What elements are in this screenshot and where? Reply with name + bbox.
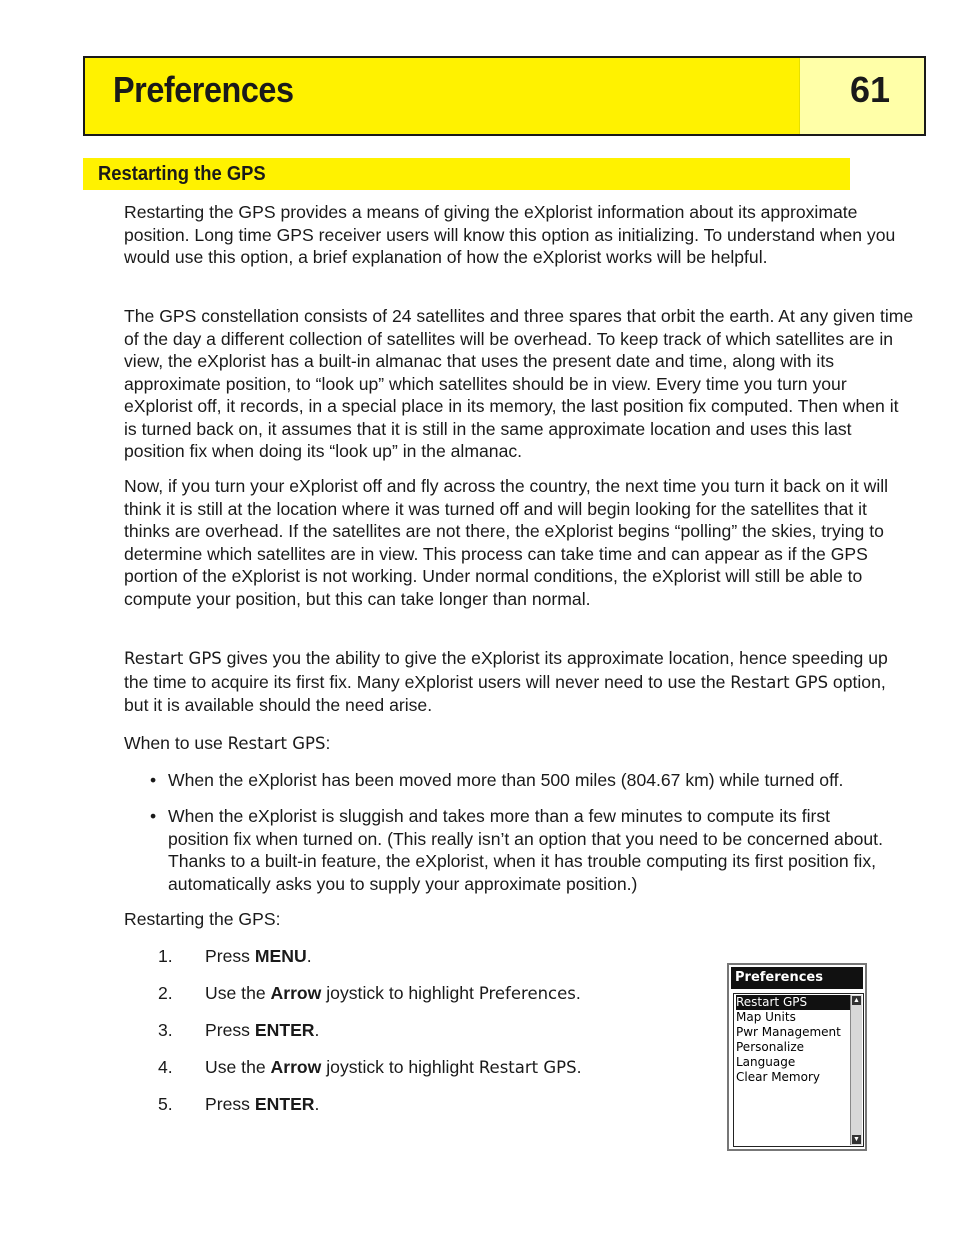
term-restart-gps: Restart GPS [124,649,222,668]
menu-item-language: Language [736,1055,796,1069]
device-menu-list [733,993,864,1147]
term-restart-gps: Restart GPS [730,672,829,692]
step-text: Use the [205,983,271,1003]
device-scrollbar [850,995,862,1145]
term-restart-gps: Restart GPS [227,734,326,753]
step-text: . [314,1020,320,1040]
step-number: 2. [158,983,173,1003]
bullet-dot: • [150,806,157,826]
step-text: Press [205,1020,255,1040]
menu-item-restart-gps: Restart GPS [736,995,852,1010]
scroll-down-icon: ▼ [853,1136,860,1143]
bullet-text: When the eXplorist has been moved more than 500 miles (804.67 km) while turned off. [168,770,844,790]
section-heading-bar [83,158,850,190]
page-title: Preferences [113,69,294,110]
bullet-text: When the eXplorist is sluggish and takes more than a few minutes to compute its first position fix when turned on. (This really isn’t an option that you need to be concerned about. Thanks to a built-in feature, the eXplorist, when it has trouble computing its first position fix, automatically asks you to supply your approximate position.) [168,806,883,894]
step-text: Use the [205,1057,271,1077]
menu-item-map-units: Map Units [736,1010,796,1024]
bullet-dot: • [150,770,157,790]
step-number: 4. [158,1057,173,1077]
step-key: ENTER [254,1020,315,1040]
paragraph-when-to-use [124,732,904,756]
paragraph-intro: Restarting the GPS provides a means of giving the eXplorist information about its approximate position. Long time GPS receiver users will know this option as initializing. To understand when you would use this option, a brief explanation of how the eXplorist works will be helpful. [124,202,896,267]
step-term: Preferences [478,984,576,1003]
step-text: . [306,946,312,966]
step-number: 1. [158,946,173,966]
menu-item-personalize: Personalize [736,1040,805,1054]
device-screen-title: Preferences [731,967,863,989]
step-term: Restart GPS [478,1058,577,1077]
step-item [158,1056,581,1079]
paragraph-restarting-label: Restarting the GPS: [124,909,281,929]
step-text: Press [205,946,255,966]
paragraph-travel: Now, if you turn your eXplorist off and fly across the country, the next time you turn it back on it will think it is still at the location where it was turned off and will begin looking for the satellites that it thinks are overhead. If the satellites are not there, the eXplorist begins “polling” the skies, trying to determine which satellites are in view. This process can take time and can appear as if the GPS portion of the eXplorist is not working. Under normal conditions, the eXplorist will still be able to compute your position, but this can take longer than normal. [124,476,889,609]
paragraph-text: : [325,733,331,753]
menu-item-pwr-management: Pwr Management [736,1025,841,1039]
page-number-box [799,58,924,134]
step-key: Arrow [270,1057,322,1077]
step-number: 5. [158,1094,173,1114]
step-key: Arrow [270,983,322,1003]
step-item [158,945,312,967]
page-number: 61 [850,69,891,110]
paragraph-text: When to use [124,733,228,753]
step-text: joystick to highlight [321,983,479,1003]
page-header [83,56,926,136]
scroll-up-icon: ▲ [853,997,860,1004]
menu-item-clear-memory: Clear Memory [736,1070,820,1084]
paragraph-restart-purpose [124,647,899,717]
step-number: 3. [158,1020,173,1040]
step-key: MENU [254,946,307,966]
step-item [158,1019,319,1041]
paragraph-constellation: The GPS constellation consists of 24 satellites and three spares that orbit the earth. At any given time of the day a different collection of satellites will be overhead. To keep track of which satellites are in view, the eXplorist has a built-in almanac that uses the present date and time, along with its approximate position, to “look up” which satellites should be in view. Every time you turn your eXplorist off, it records, in a special place in its memory, the last position fix computed. Then when it is turned back on, it assumes that it is still in the same approximate location and uses this last position fix when doing its “look up” in the almanac. [124,306,914,461]
step-item [158,982,581,1005]
device-screen [727,963,867,1151]
step-text: . [575,983,581,1003]
paragraph-text: gives you the ability to give the eXplorist its approximate location, hence speeding up the time to acquire its first fix. Many eXplorist users will never need to use the [124,648,888,692]
paragraph-text: option, but it is available should the need arise. [124,671,886,715]
step-item [158,1093,319,1115]
step-text: joystick to highlight [321,1057,479,1077]
section-title: Restarting the GPS [98,163,266,185]
step-text: . [314,1094,320,1114]
step-text: . [576,1057,582,1077]
step-key: ENTER [254,1094,315,1114]
step-text: Press [205,1094,255,1114]
